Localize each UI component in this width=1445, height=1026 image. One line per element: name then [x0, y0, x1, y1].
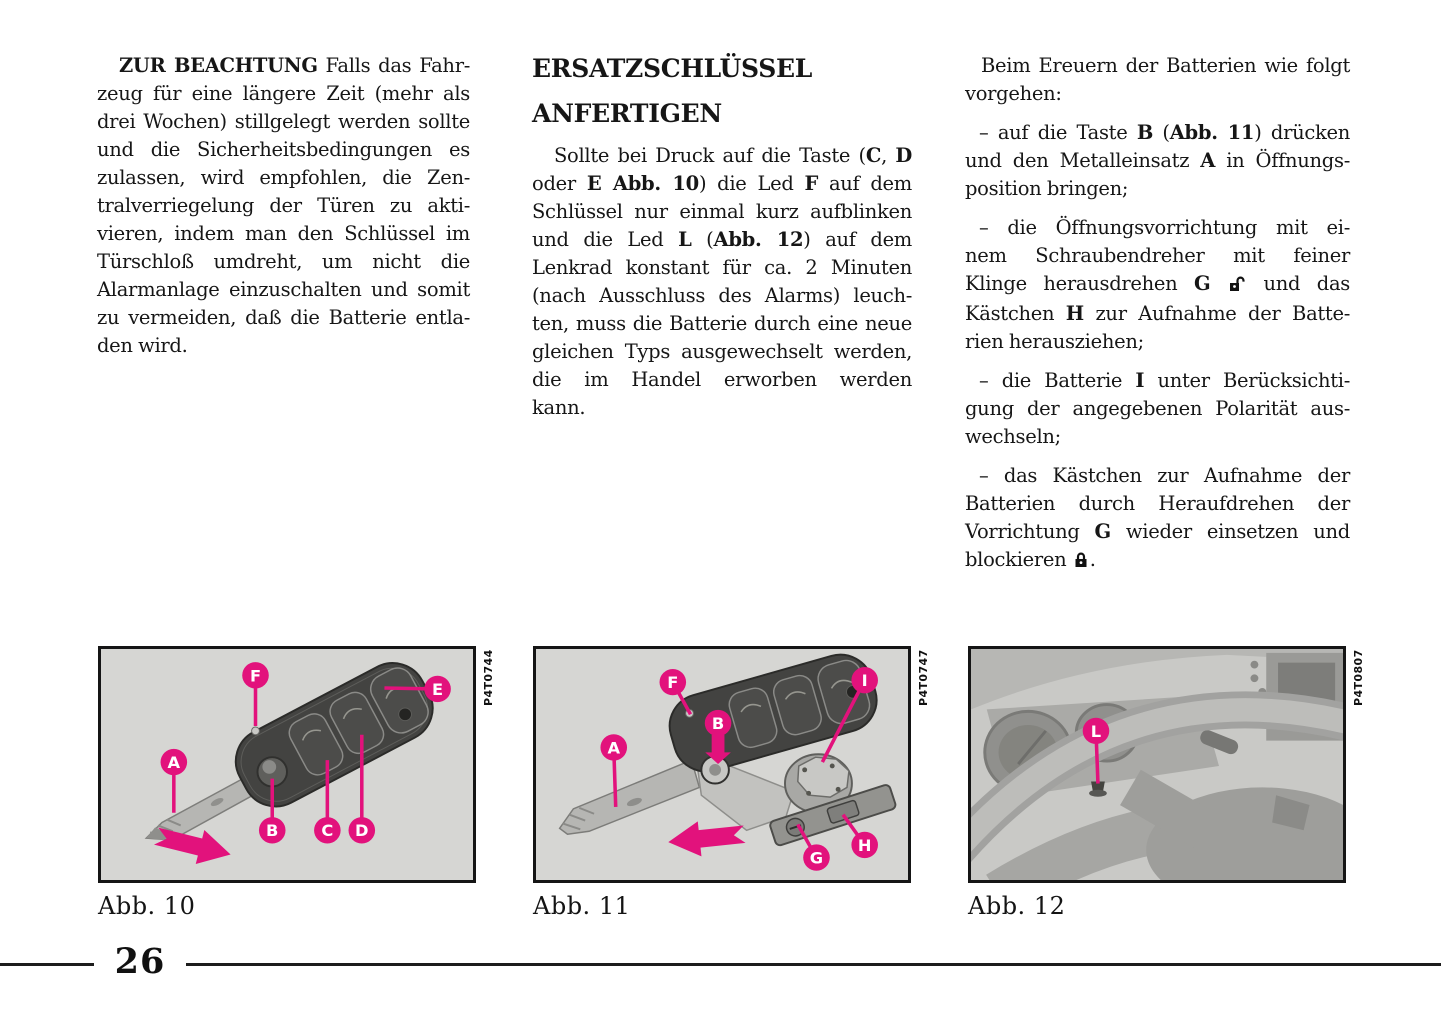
paragraph	[965, 462, 1350, 576]
text-line: Kästchen H zur Aufnahme der Batte-	[965, 302, 1351, 325]
text-line: – die Batterie I unter Berücksichti-	[979, 369, 1351, 392]
open-lock-icon	[1229, 272, 1245, 300]
figure-caption: Abb. 11	[533, 892, 631, 920]
text-line: Beim Ereuern der Batterien wie folgt	[981, 54, 1350, 77]
page-footer	[0, 941, 1445, 996]
callout-letter: E	[432, 679, 444, 699]
callout-letter: F	[667, 673, 679, 693]
figure-callouts	[971, 649, 1343, 880]
text-line: die im Handel erworben werden	[532, 368, 912, 391]
photo-code: P4T0807	[1352, 649, 1365, 706]
text-line: (nach Ausschluss des Alarms) leuch-	[532, 284, 912, 307]
text-line: und den Metalleinsatz A in Öffnungs-	[965, 149, 1350, 172]
text-line: vorgehen:	[965, 82, 1062, 105]
text-line: Alarmanlage einzuschalten und somit	[97, 278, 470, 301]
figure-caption: Abb. 10	[98, 892, 196, 920]
column-middle	[532, 52, 912, 587]
callout-letter: A	[167, 753, 181, 773]
callout-letter: L	[1090, 721, 1102, 741]
figure-frame	[533, 646, 930, 883]
paragraph	[965, 214, 1350, 356]
text-line: position bringen;	[965, 177, 1129, 200]
figure-abb12	[968, 646, 1365, 920]
paragraph	[965, 52, 1350, 108]
callout-letter: A	[607, 738, 621, 758]
text-line: nem Schraubendreher mit feiner	[965, 244, 1350, 267]
callout-letter: H	[857, 835, 872, 855]
column-left	[97, 52, 470, 587]
text-line: Klinge herausdrehen G und das	[965, 270, 1350, 300]
figure-frame	[98, 646, 495, 883]
page-number: 26	[114, 941, 166, 982]
text-line: – die Öffnungsvorrichtung mit ei-	[979, 216, 1350, 239]
text-line: Sollte bei Druck auf die Taste (C, D	[554, 144, 912, 167]
press-arrow-head	[705, 752, 731, 764]
figure-abb11	[533, 646, 930, 920]
callout-letter: F	[249, 666, 262, 686]
text-line: vieren, indem man den Schlüssel im	[97, 222, 470, 245]
callout-letter: C	[321, 821, 334, 841]
text-line: ZUR BEACHTUNG Falls das Fahr-	[119, 54, 471, 77]
paragraph	[965, 367, 1350, 451]
text-line: wechseln;	[965, 425, 1061, 448]
paragraph	[532, 142, 912, 422]
figure-caption: Abb. 12	[968, 892, 1066, 920]
callout-letter: B	[266, 821, 279, 841]
text-line: – das Kästchen zur Aufnahme der	[979, 464, 1350, 487]
callout-letter: I	[861, 671, 868, 691]
figure-frame	[968, 646, 1365, 883]
text-line: Lenkrad konstant für ca. 2 Minuten	[532, 256, 912, 279]
figure-callouts	[101, 649, 473, 880]
text-line: kann.	[532, 396, 586, 419]
closed-lock-icon	[1074, 548, 1088, 576]
photo-code: P4T0744	[482, 649, 495, 706]
figure-callouts	[536, 649, 908, 880]
text-line: gleichen Typs ausgewechselt werden,	[532, 340, 912, 363]
text-line: drei Wochen) stillgelegt werden sollte	[97, 110, 470, 133]
text-line: oder E Abb. 10) die Led F auf dem	[532, 172, 912, 195]
text-line: Vorrichtung G wieder einsetzen und	[965, 520, 1350, 543]
paragraph	[97, 52, 470, 360]
text-line: gung der angegebenen Polarität aus-	[965, 397, 1350, 420]
text-columns	[97, 52, 1350, 587]
text-line: ten, muss die Batterie durch eine neue	[532, 312, 912, 335]
text-line: zu vermeiden, daß die Batterie entla-	[97, 306, 470, 329]
text-line: rien herausziehen;	[965, 330, 1144, 353]
figure-row	[98, 646, 1365, 920]
text-line: und die Sicherheitsbedingungen es	[97, 138, 470, 161]
direction-arrow	[666, 817, 746, 860]
text-line: – auf die Taste B (Abb. 11) drücken	[979, 121, 1350, 144]
direction-arrow	[152, 819, 235, 871]
callout-letter: B	[711, 714, 725, 734]
text-line: Batterien durch Heraufdrehen der	[965, 492, 1350, 515]
callout-line	[822, 680, 864, 762]
photo-code: P4T0747	[917, 649, 930, 706]
section-heading: ERSATZSCHLÜSSEL	[532, 54, 813, 83]
figure-abb10	[98, 646, 495, 920]
text-line: den wird.	[97, 334, 188, 357]
footer-rule-right	[186, 963, 1441, 966]
column-right	[965, 52, 1350, 587]
text-line: Schlüssel nur einmal kurz aufblinken	[532, 200, 912, 223]
text-line: zulassen, wird empfohlen, die Zen-	[97, 166, 470, 189]
text-line: blockieren .	[965, 546, 1350, 576]
text-line: zeug für eine längere Zeit (mehr als	[97, 82, 470, 105]
callout-letter: G	[809, 848, 824, 868]
footer-rule-left	[0, 963, 94, 966]
section-heading: ANFERTIGEN	[532, 99, 722, 128]
text-line: Türschloß umdreht, um nicht die	[97, 250, 470, 273]
text-line: und die Led L (Abb. 12) auf dem	[532, 228, 912, 251]
paragraph	[965, 119, 1350, 203]
press-arrow	[712, 735, 725, 754]
callout-letter: D	[355, 821, 369, 841]
text-line: tralverriegelung der Türen zu akti-	[97, 194, 470, 217]
